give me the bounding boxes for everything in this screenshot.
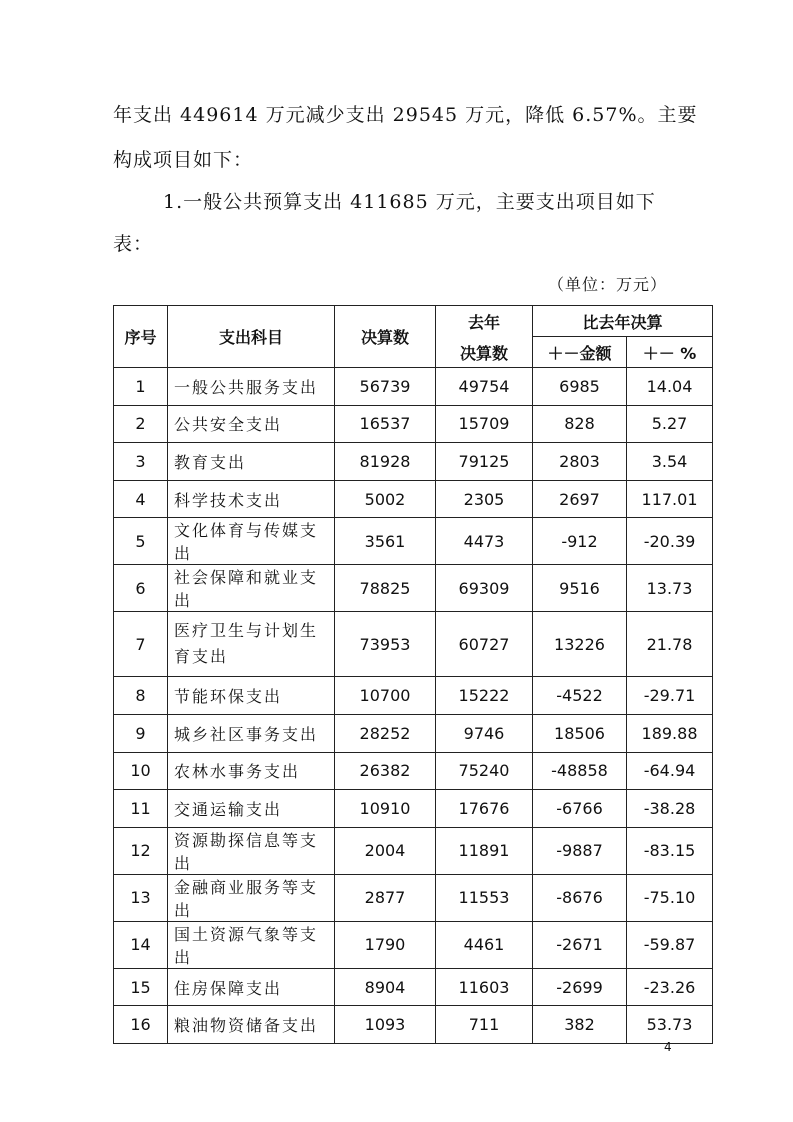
row-item: 农林水事务支出 [168, 752, 335, 790]
row-diff: -912 [533, 518, 627, 565]
row-seq: 11 [114, 790, 168, 828]
row-percent: -23.26 [627, 968, 713, 1006]
paragraph-line-3: 1.一般公共预算支出 411685 万元，主要支出项目如下 [163, 191, 656, 213]
row-item: 住房保障支出 [168, 968, 335, 1006]
row-seq: 8 [114, 677, 168, 715]
row-last-year: 711 [436, 1006, 533, 1044]
row-percent: 13.73 [627, 565, 713, 612]
row-percent: -83.15 [627, 827, 713, 874]
table-row [114, 827, 713, 874]
row-seq: 3 [114, 443, 168, 481]
row-actual: 10700 [335, 677, 436, 715]
row-seq: 9 [114, 714, 168, 752]
row-diff: -2699 [533, 968, 627, 1006]
row-seq: 14 [114, 921, 168, 968]
row-percent: -59.87 [627, 921, 713, 968]
header-last-year [436, 306, 533, 368]
row-actual: 78825 [335, 565, 436, 612]
row-seq: 15 [114, 968, 168, 1006]
paragraph-line-1: 年支出 449614 万元减少支出 29545 万元，降低 6.57%。主要 [113, 104, 698, 126]
row-percent: -38.28 [627, 790, 713, 828]
row-diff: 382 [533, 1006, 627, 1044]
row-last-year: 15709 [436, 405, 533, 443]
row-item: 公共安全支出 [168, 405, 335, 443]
row-last-year: 17676 [436, 790, 533, 828]
row-actual: 5002 [335, 480, 436, 518]
row-diff: 828 [533, 405, 627, 443]
row-seq: 5 [114, 518, 168, 565]
row-actual: 2004 [335, 827, 436, 874]
row-actual: 56739 [335, 368, 436, 406]
row-last-year: 11891 [436, 827, 533, 874]
row-seq: 13 [114, 874, 168, 921]
table-row [114, 714, 713, 752]
row-percent: 117.01 [627, 480, 713, 518]
row-actual: 73953 [335, 612, 436, 677]
row-actual: 1093 [335, 1006, 436, 1044]
row-actual: 28252 [335, 714, 436, 752]
row-percent: 53.73 [627, 1006, 713, 1044]
header-amount: ＋－金额 [533, 337, 627, 368]
row-seq: 2 [114, 405, 168, 443]
table-row [114, 518, 713, 565]
row-item: 教育支出 [168, 443, 335, 481]
row-item: 文化体育与传媒支出 [168, 518, 335, 565]
row-diff: 13226 [533, 612, 627, 677]
row-diff: 18506 [533, 714, 627, 752]
row-last-year: 79125 [436, 443, 533, 481]
table-row [114, 405, 713, 443]
row-item: 金融商业服务等支出 [168, 874, 335, 921]
row-actual: 2877 [335, 874, 436, 921]
row-item: 医疗卫生与计划生育支出 [168, 612, 335, 677]
header-compare: 比去年决算 [533, 306, 713, 337]
row-seq: 7 [114, 612, 168, 677]
table-row [114, 677, 713, 715]
row-actual: 3561 [335, 518, 436, 565]
row-last-year: 15222 [436, 677, 533, 715]
row-diff: -9887 [533, 827, 627, 874]
row-seq: 4 [114, 480, 168, 518]
row-actual: 26382 [335, 752, 436, 790]
table-row [114, 612, 713, 677]
row-last-year: 69309 [436, 565, 533, 612]
row-last-year: 4461 [436, 921, 533, 968]
row-item: 一般公共服务支出 [168, 368, 335, 406]
header-actual: 决算数 [335, 306, 436, 368]
row-last-year: 9746 [436, 714, 533, 752]
table-row [114, 443, 713, 481]
row-diff: 6985 [533, 368, 627, 406]
row-percent: -75.10 [627, 874, 713, 921]
row-diff: -48858 [533, 752, 627, 790]
table-row [114, 480, 713, 518]
row-last-year: 2305 [436, 480, 533, 518]
row-diff: -6766 [533, 790, 627, 828]
table-row [114, 1006, 713, 1044]
paragraph-line-2: 构成项目如下： [113, 149, 254, 171]
row-percent: -29.71 [627, 677, 713, 715]
page-number: 4 [664, 1040, 672, 1054]
row-actual: 81928 [335, 443, 436, 481]
expenditure-table [113, 305, 713, 1044]
row-diff: -8676 [533, 874, 627, 921]
table-row [114, 874, 713, 921]
row-item: 交通运输支出 [168, 790, 335, 828]
row-last-year: 60727 [436, 612, 533, 677]
row-last-year: 11553 [436, 874, 533, 921]
row-seq: 12 [114, 827, 168, 874]
row-diff: 2803 [533, 443, 627, 481]
row-percent: 3.54 [627, 443, 713, 481]
row-percent: 14.04 [627, 368, 713, 406]
row-actual: 16537 [335, 405, 436, 443]
row-diff: -2671 [533, 921, 627, 968]
row-item: 科学技术支出 [168, 480, 335, 518]
row-last-year: 75240 [436, 752, 533, 790]
row-percent: 189.88 [627, 714, 713, 752]
row-last-year: 49754 [436, 368, 533, 406]
row-actual: 8904 [335, 968, 436, 1006]
row-percent: -64.94 [627, 752, 713, 790]
row-seq: 1 [114, 368, 168, 406]
header-percent: ＋－ % [627, 337, 713, 368]
table-row [114, 368, 713, 406]
header-item: 支出科目 [168, 306, 335, 368]
table-row [114, 565, 713, 612]
row-last-year: 11603 [436, 968, 533, 1006]
row-seq: 6 [114, 565, 168, 612]
row-percent: 5.27 [627, 405, 713, 443]
row-item: 节能环保支出 [168, 677, 335, 715]
row-item: 国土资源气象等支出 [168, 921, 335, 968]
row-diff: 9516 [533, 565, 627, 612]
header-last-year-line1: 去年 [467, 312, 500, 332]
paragraph-line-4: 表： [113, 233, 154, 255]
header-seq: 序号 [114, 306, 168, 368]
row-diff: 2697 [533, 480, 627, 518]
table-row [114, 790, 713, 828]
row-percent: 21.78 [627, 612, 713, 677]
row-percent: -20.39 [627, 518, 713, 565]
table-row [114, 921, 713, 968]
row-actual: 1790 [335, 921, 436, 968]
row-last-year: 4473 [436, 518, 533, 565]
unit-note: （单位：万元） [548, 275, 668, 294]
row-diff: -4522 [533, 677, 627, 715]
row-actual: 10910 [335, 790, 436, 828]
row-item: 城乡社区事务支出 [168, 714, 335, 752]
header-last-year-line2: 决算数 [459, 343, 508, 363]
row-item: 社会保障和就业支出 [168, 565, 335, 612]
row-seq: 10 [114, 752, 168, 790]
table-row [114, 968, 713, 1006]
row-seq: 16 [114, 1006, 168, 1044]
table-row [114, 752, 713, 790]
row-item: 粮油物资储备支出 [168, 1006, 335, 1044]
row-item: 资源勘探信息等支出 [168, 827, 335, 874]
